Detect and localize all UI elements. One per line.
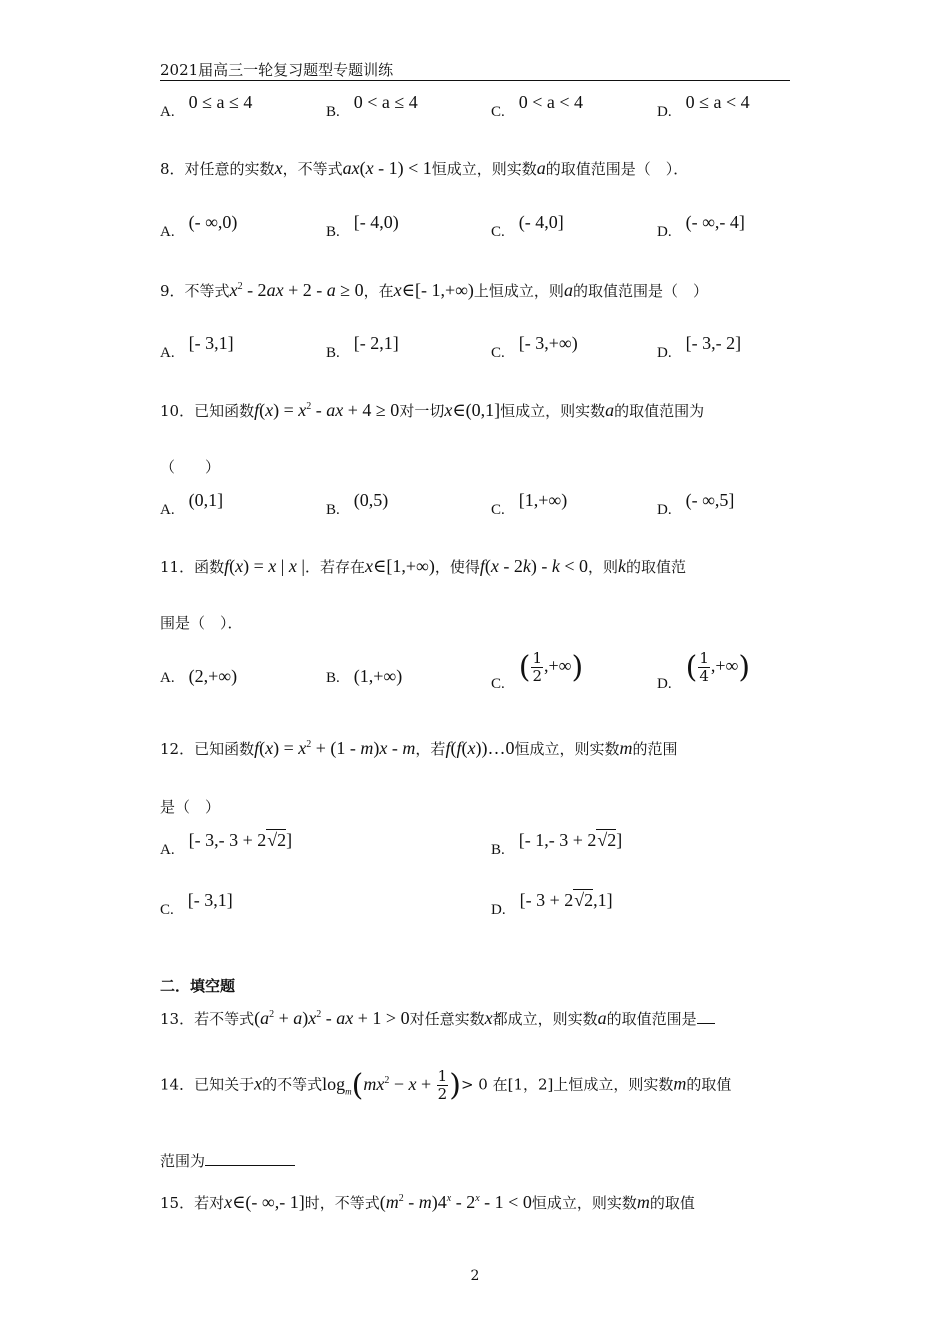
- q10-option-c: [1,+∞): [518, 490, 568, 510]
- q8-options: A. (- ∞,0) B. [- 4,0) C. (- 4,0] D. (- ∞,- 4]: [160, 212, 745, 240]
- q11-option-a: (2,+∞): [188, 666, 238, 686]
- q8-option-a: (- ∞,0): [188, 212, 238, 232]
- question-12: 12．已知函数$f(x) = x^2 + (1 - m)x - m$，若f(f(x))…0恒成立，则实数m的范围: [160, 738, 678, 758]
- q8-option-d: (- ∞,- 4]: [685, 212, 745, 232]
- q7-option-a: 0 ≤ a ≤ 4: [188, 92, 253, 112]
- q7-option-b: 0 < a ≤ 4: [353, 92, 418, 112]
- q9-option-a: [- 3,1]: [188, 333, 234, 353]
- q9-option-c: [- 3,+∞): [518, 333, 578, 353]
- question-14-cont: 范围为: [160, 1150, 795, 1171]
- q7-option-c: 0 < a < 4: [518, 92, 584, 112]
- question-8: 8．对任意的实数x，不等式ax(x - 1) < 1恒成立，则实数a的取值范围是（ ）．: [160, 158, 689, 178]
- q12-option-c: C. [- 3,1]: [160, 890, 233, 918]
- question-11-cont: 围是（ ）．: [160, 614, 243, 632]
- q10-option-d: (- ∞,5]: [685, 490, 735, 510]
- q10-options: A. (0,1] B. (0,5) C. [1,+∞) D. (- ∞,5]: [160, 490, 735, 518]
- q12-option-a: A. [- 3,- 3 + 2√2]: [160, 830, 293, 858]
- page-number: 2: [470, 1268, 480, 1284]
- page-header: 2021届高三一轮复习题型专题训练: [160, 60, 790, 81]
- question-15: 15．若对x∈(- ∞,- 1]时，不等式$(m^2 - m)4^x - 2^x - 1 < 0$恒成立，则实数m的取值: [160, 1192, 695, 1212]
- question-10-paren: （ ）: [160, 458, 221, 476]
- q12-option-d: D. [- 3 + 2√2,1]: [491, 890, 613, 918]
- q9-option-b: [- 2,1]: [353, 333, 399, 353]
- question-11: 11．函数f(x) = x | x |．若存在x∈[1,+∞)，使得f(x - 2k) - k < 0，则k的取值范: [160, 556, 687, 576]
- q9-option-d: [- 3,- 2]: [685, 333, 742, 353]
- q7-options: A. 0 ≤ a ≤ 4 B. 0 < a ≤ 4 C. 0 < a < 4 D. 0 ≤ a < 4: [160, 92, 750, 120]
- q10-option-a: (0,1]: [188, 490, 224, 510]
- q11-option-b: (1,+∞): [353, 666, 403, 686]
- q12-options-row1: [160, 830, 795, 870]
- q7-option-d: 0 ≤ a < 4: [685, 92, 750, 112]
- q10-option-b: (0,5): [353, 490, 389, 510]
- q9-options: A. [- 3,1] B. [- 2,1] C. [- 3,+∞) D. [- 3,- 2]: [160, 333, 742, 361]
- q12-option-b: B. [- 1,- 3 + 2√2]: [491, 830, 623, 858]
- section-fill-in: 二．填空题: [160, 977, 236, 995]
- q11-option-d: D. ( $\frac{1}{4}$ ,+∞): [657, 649, 751, 692]
- question-10: 10．已知函数$f(x) = x^2$ - ax + 4 ≥ 0对一切x∈(0,1]恒成立，则实数a的取值范围为: [160, 400, 705, 420]
- question-14: 14．已知关于x的不等式$\log_m(mx^2 - x$ + $\frac{1}{2}$ )> 0 在[1，2]上恒成立，则实数m的取值: [160, 1067, 732, 1103]
- q8-option-b: [- 4,0): [353, 212, 399, 232]
- q11-option-c: C. ( $\frac{1}{2}$ ,+∞): [491, 649, 584, 692]
- q12-options-row2: [160, 890, 795, 930]
- q8-option-c: (- 4,0]: [518, 212, 564, 232]
- question-9: 9．不等式$x^2 - 2ax + 2 - a \ge 0$，在x∈[- 1,+∞)上恒成立，则a的取值范围是（ ）: [160, 280, 708, 300]
- question-12-cont: 是（ ）: [160, 798, 221, 816]
- question-13: 13．若不等式$(a^2 + a)x^2$ - ax + 1 > 0对任意实数x都成立，则实数a的取值范围是: [160, 1008, 795, 1029]
- q11-options: A. (2,+∞) B. (1,+∞) C. ( $\frac{1}{2}$ ,+∞) D. ( $\frac{1}{4}$ ,+∞): [160, 649, 751, 692]
